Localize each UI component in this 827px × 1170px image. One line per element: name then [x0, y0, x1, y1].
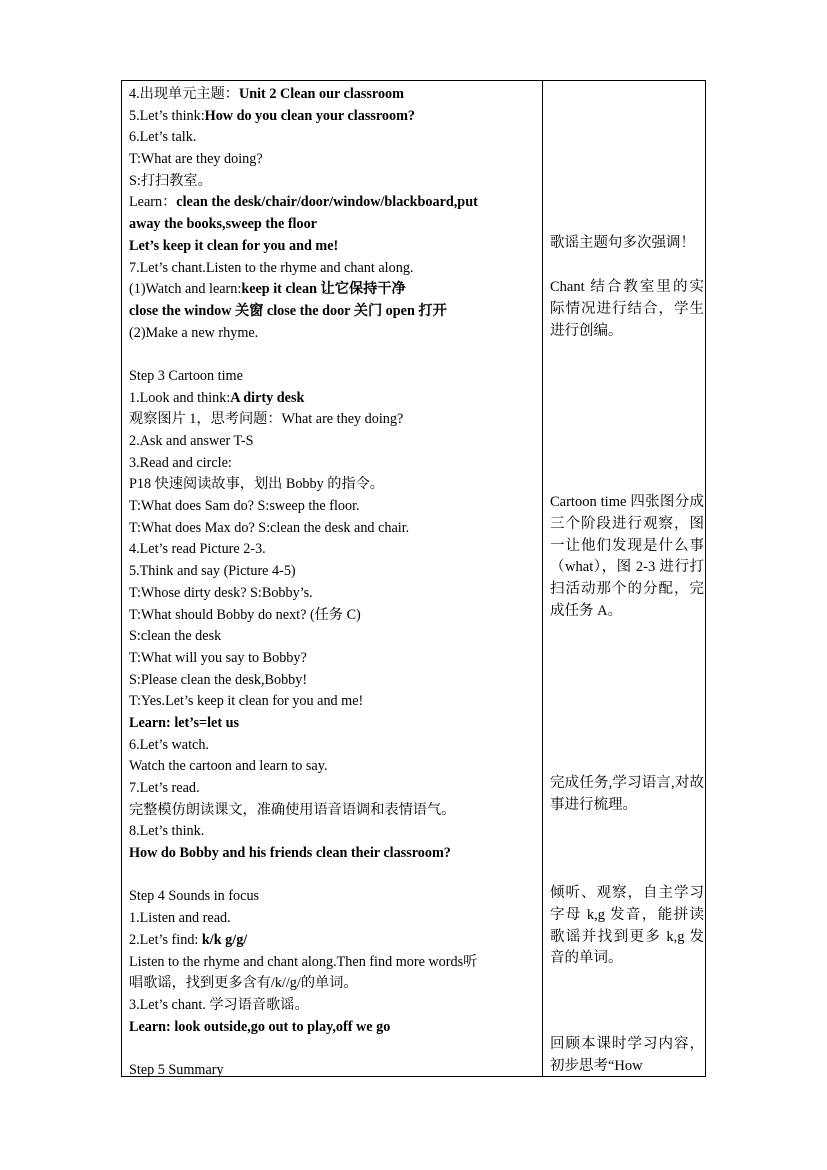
lesson-line — [129, 518, 539, 540]
line-emphasis: k/k g/g/ — [201, 931, 248, 948]
line-text: 6.Let’s watch. — [129, 736, 209, 753]
line-text: 观察图片 1，思考问题：What are they doing? — [129, 411, 404, 428]
line-text: 1.Look and think: — [129, 389, 231, 406]
lesson-line — [129, 192, 539, 214]
lesson-line — [129, 908, 539, 930]
lesson-plan-table — [121, 80, 706, 1077]
lesson-line — [129, 127, 539, 149]
lesson-line — [129, 605, 539, 627]
lesson-line — [129, 821, 539, 843]
lesson-line — [129, 930, 539, 952]
lesson-line — [129, 995, 539, 1017]
line-text: Learn： — [129, 194, 177, 211]
line-emphasis: How do Bobby and his friends clean their classroom? — [129, 845, 451, 862]
line-emphasis: Learn: look outside,go out to play,off we go — [129, 1018, 391, 1035]
lesson-line — [129, 648, 539, 670]
line-text: 5.Let’s think: — [129, 107, 205, 124]
line-text: S:clean the desk — [129, 628, 222, 645]
lesson-line — [129, 453, 539, 475]
line-text: T:What are they doing? — [129, 151, 263, 168]
line-text: 8.Let’s think. — [129, 823, 205, 840]
line-text: 6.Let’s talk. — [129, 129, 197, 146]
line-text: P18 快速阅读故事，划出 Bobby 的指令。 — [129, 476, 384, 493]
line-text: (2)Make a new rhyme. — [129, 324, 259, 341]
lesson-line — [129, 713, 539, 735]
line-emphasis: away the books,sweep the floor — [129, 216, 317, 233]
lesson-line — [129, 778, 539, 800]
lesson-line — [129, 258, 539, 280]
lesson-line — [129, 171, 539, 193]
lesson-line — [129, 301, 539, 323]
line-text: T:Yes.Let’s keep it clean for you and me! — [129, 693, 364, 710]
line-text: T:What does Sam do? S:sweep the floor. — [129, 498, 360, 515]
lesson-line — [129, 800, 539, 822]
teaching-process-column — [129, 84, 539, 1082]
line-text: S:打扫教室。 — [129, 172, 212, 189]
lesson-line — [129, 344, 539, 366]
lesson-line — [129, 279, 539, 301]
lesson-line — [129, 843, 539, 865]
line-text: 7.Let’s read. — [129, 780, 200, 796]
design-note: 完成任务,学习语言,对故事进行梳理。 — [550, 775, 704, 813]
line-emphasis: close the window 关窗 close the door 关门 open 打开 — [129, 302, 447, 319]
line-emphasis: keep it clean 让它保持干净 — [241, 281, 406, 298]
line-emphasis: How do you clean your classroom? — [204, 107, 415, 124]
line-text: 1.Listen and read. — [129, 910, 231, 927]
line-text: 4.出现单元主题： — [129, 86, 239, 102]
line-text: 唱歌谣，找到更多含有/k//g/的单词。 — [129, 975, 358, 992]
design-note: Chant 结合教室里的实际情况进行结合，学生进行创编。 — [550, 279, 704, 339]
lesson-line — [129, 735, 539, 757]
lesson-line — [129, 474, 539, 496]
lesson-line — [129, 214, 539, 236]
design-note: 回顾本课时学习内容，初步思考“How — [550, 1036, 704, 1074]
lesson-line — [129, 84, 539, 106]
lesson-line — [129, 431, 539, 453]
line-emphasis: Learn: let’s=let us — [129, 714, 240, 731]
line-text: Step 5 Summary — [129, 1061, 224, 1078]
line-text: Watch the cartoon and learn to say. — [129, 758, 328, 775]
line-text: Listen to the rhyme and chant along.Then find more words听 — [129, 953, 478, 970]
lesson-line — [129, 1017, 539, 1039]
line-text: 5.Think and say (Picture 4-5) — [129, 563, 296, 580]
line-text: 2.Let’s find: — [129, 931, 202, 948]
line-text: 2.Ask and answer T-S — [129, 433, 254, 449]
lesson-line — [129, 583, 539, 605]
line-text: T:What will you say to Bobby? — [129, 649, 307, 666]
lesson-line — [129, 539, 539, 561]
column-divider — [542, 81, 543, 1076]
line-text: 3.Let’s chant. 学习语音歌谣。 — [129, 996, 309, 1013]
line-text: Step 4 Sounds in focus — [129, 888, 260, 905]
line-text: 3.Read and circle: — [129, 454, 232, 471]
lesson-line — [129, 388, 539, 410]
lesson-line — [129, 973, 539, 995]
line-text: T:What does Max do? S:clean the desk and chair. — [129, 519, 410, 536]
line-text: T:What should Bobby do next? (任务 C) — [129, 606, 361, 623]
line-emphasis: Unit 2 Clean our classroom — [238, 86, 404, 102]
lesson-line — [129, 1038, 539, 1060]
line-text: 4.Let’s read Picture 2-3. — [129, 541, 266, 558]
lesson-line — [129, 626, 539, 648]
lesson-line — [129, 323, 539, 345]
line-emphasis: Let’s keep it clean for you and me! — [129, 237, 339, 254]
lesson-line — [129, 561, 539, 583]
lesson-line — [129, 496, 539, 518]
lesson-line — [129, 1060, 539, 1082]
lesson-line — [129, 865, 539, 887]
lesson-line — [129, 691, 539, 713]
line-emphasis: A dirty desk — [230, 389, 305, 406]
lesson-line — [129, 409, 539, 431]
design-note: 倾听、观察，自主学习字母 k,g 发音，能拼读歌谣并找到更多 k,g 发音的单词。 — [550, 885, 704, 967]
line-text: 完整模仿朗读课文，准确使用语音语调和表情语气。 — [129, 801, 456, 818]
line-text: (1)Watch and learn: — [129, 281, 242, 298]
lesson-line — [129, 952, 539, 974]
lesson-line — [129, 106, 539, 128]
lesson-line — [129, 236, 539, 258]
line-text: 7.Let’s chant.Listen to the rhyme and chant along. — [129, 259, 414, 276]
line-text: Step 3 Cartoon time — [129, 367, 243, 384]
lesson-line — [129, 886, 539, 908]
lesson-line — [129, 670, 539, 692]
lesson-line — [129, 366, 539, 388]
lesson-line — [129, 756, 539, 778]
design-note: Cartoon time 四张图分成三个阶段进行观察，图一让他们发现是什么事（what），图 2-3 进行打扫活动那个的分配，完成任务 A。 — [550, 494, 704, 619]
lesson-line — [129, 149, 539, 171]
line-emphasis: clean the desk/chair/door/window/blackboard,put — [176, 194, 478, 211]
line-text: T:Whose dirty desk? S:Bobby’s. — [129, 584, 313, 601]
design-note: 歌谣主题句多次强调！ — [550, 235, 695, 251]
line-text: S:Please clean the desk,Bobby! — [129, 671, 308, 688]
